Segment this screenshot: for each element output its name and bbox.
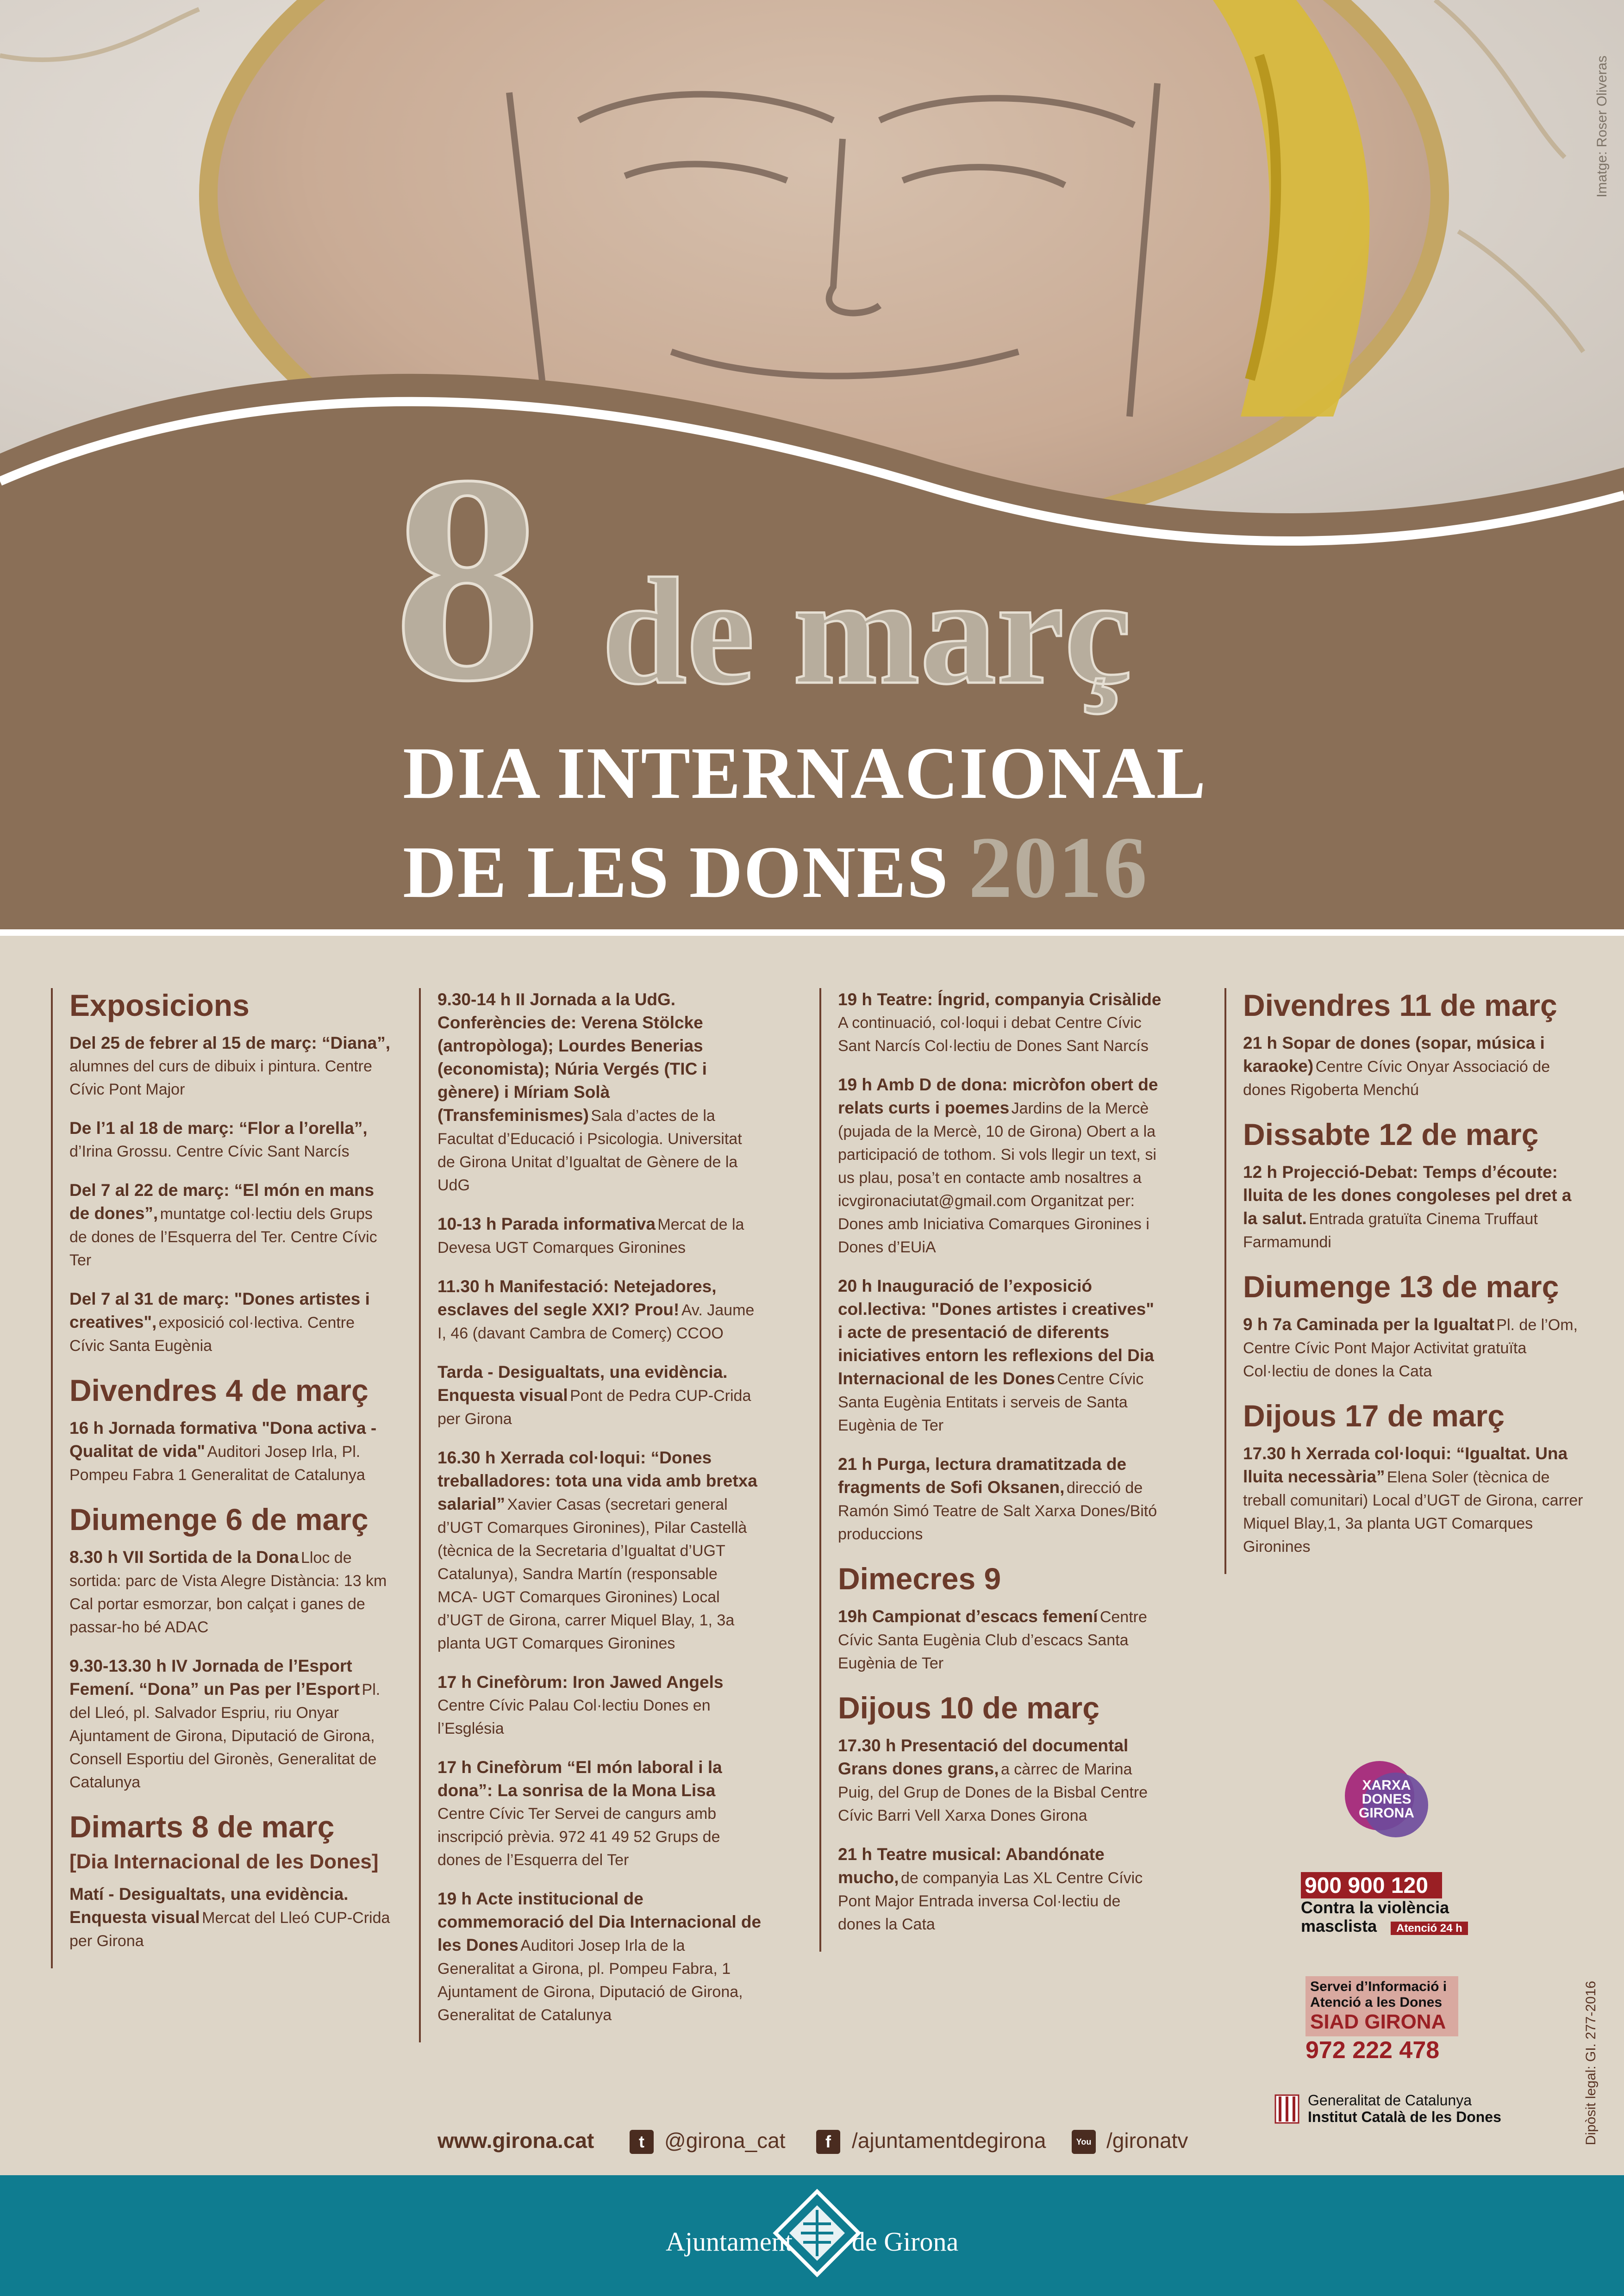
event-item xyxy=(69,1288,394,1357)
logo-word-3: GIRONA xyxy=(1359,1805,1414,1821)
footer-name-left: Ajuntament xyxy=(666,2227,793,2257)
event-details: Elena Soler (tècnica de treball comunitari) Local d’UGT de Girona, carrer Miquel Blay,1, 3a planta UGT Comarques Gironines xyxy=(1243,1468,1583,1556)
event-item xyxy=(1243,1032,1586,1101)
event-title: 8.30 h VII Sortida de la Dona xyxy=(69,1547,299,1567)
section-heading: Divendres 11 de març xyxy=(1243,988,1557,1022)
helpline-line-1: Contra la violència xyxy=(1301,1898,1449,1917)
event-item xyxy=(1243,1442,1586,1558)
section-heading: Dijous 17 de març xyxy=(1243,1398,1505,1433)
section-heading: Diumenge 13 de març xyxy=(1243,1269,1559,1304)
event-details: Centre Cívic Santa Eugènia Entitats i serveis de Santa Eugènia de Ter xyxy=(838,1370,1144,1434)
image-credit: Imatge: Roser Oliveras xyxy=(1594,56,1610,198)
section-heading: Dimarts 8 de març xyxy=(69,1809,335,1844)
event-title: 17 h Cinefòrum: Iron Jawed Angels xyxy=(437,1673,724,1692)
event-title: 19h Campionat d’escacs femení xyxy=(838,1606,1098,1626)
column-4 xyxy=(1224,988,1586,1574)
event-title: Del 7 al 31 de març: "Dones artistes i creatives", xyxy=(69,1289,370,1332)
helpline-line-2 xyxy=(1301,1917,1468,1938)
event-details: Lloc de sortida: parc de Vista Alegre Distància: 13 km Cal portar esmorzar, bon calçat i ganes de passar-ho bé ADAC xyxy=(69,1549,387,1636)
website-link[interactable]: www.girona.cat xyxy=(437,2128,594,2153)
event-item xyxy=(437,1213,762,1259)
white-divider xyxy=(0,929,1624,936)
event-title: 21 h Purga, lectura dramatitzada de fragments de Sofi Oksanen, xyxy=(838,1455,1127,1497)
gencat-line-1: Generalitat de Catalunya xyxy=(1308,2092,1472,2109)
event-title: 17.30 h Presentació del documental Grans dones grans, xyxy=(838,1736,1129,1778)
event-details: Centre Cívic Ter Servei de cangurs amb inscripció prèvia. 972 41 49 52 Grups de dones de l’Esquerra del Ter xyxy=(437,1805,720,1869)
event-item xyxy=(69,1417,394,1487)
youtube-link[interactable]: /gironatv xyxy=(1106,2128,1188,2153)
footer-name-right: de Girona xyxy=(852,2227,959,2257)
event-title: Del 25 de febrer al 15 de març: “Diana”, xyxy=(69,1033,391,1052)
event-details: muntatge col·lectiu dels Grups de dones de l’Esquerra del Ter. Centre Cívic Ter xyxy=(69,1205,377,1269)
event-details: Auditori Josep Irla, Pl. Pompeu Fabra 1 Generalitat de Catalunya xyxy=(69,1443,365,1484)
footer-bar xyxy=(0,2175,1624,2296)
event-title: 10-13 h Parada informativa xyxy=(437,1214,656,1233)
helpline-line-2-text: masclista xyxy=(1301,1916,1377,1935)
event-details: Centre Cívic Onyar Associació de dones Rigoberta Menchú xyxy=(1243,1058,1550,1099)
twitter-icon: t xyxy=(630,2130,654,2154)
event-title: 16 h Jornada formativa "Dona activa - Qualitat de vida" xyxy=(69,1418,377,1461)
event-item xyxy=(838,1605,1162,1675)
gencat-flag-icon xyxy=(1273,2093,1301,2125)
event-details: Sala d’actes de la Facultat d’Educació i Psicologia. Universitat de Girona Unitat d’Igualtat de Gènere de la UdG xyxy=(437,1107,742,1194)
event-item xyxy=(437,1446,762,1655)
title-number: 8 xyxy=(394,415,542,742)
logo-word-1: XARXA xyxy=(1362,1778,1411,1793)
event-item xyxy=(838,1453,1162,1546)
youtube-icon: You xyxy=(1072,2130,1096,2154)
title-year: 2016 xyxy=(968,819,1148,916)
logo-word-2: DONES xyxy=(1362,1792,1412,1807)
facebook-icon: f xyxy=(816,2130,840,2154)
event-title: Del 7 al 22 de març: “El món en mans de dones”, xyxy=(69,1180,375,1223)
event-details: Jardins de la Mercè (pujada de la Mercè, 10 de Girona) Obert a la participació de tothom. Si vols llegir un text, si us plau, posa’t en contacte amb nosaltres a icvgironaciutat@gmail.com Organitzat per: Dones amb Iniciativa Comarques Gironines i Dones d’EUiA xyxy=(838,1100,1156,1256)
event-item xyxy=(69,1117,394,1163)
event-details: Xavier Casas (secretari general d’UGT Comarques Gironines), Pilar Castellà (tècnica de la Secretaria d’Igualtat d’UGT Catalunya), Sandra Martín (responsable MCA- UGT Comarques Gironines) Local d’UGT de Girona, carrer Miquel Blay, 1, 3a planta UGT Comarques Gironines xyxy=(437,1496,747,1652)
gencat-line-2: Institut Català de les Dones xyxy=(1308,2109,1501,2125)
helpline-number: 900 900 120 xyxy=(1301,1872,1442,1898)
event-details: de companyia Las XL Centre Cívic Pont Major Entrada inversa Col·lectiu de dones la Cata xyxy=(838,1869,1143,1933)
event-title: 11.30 h Manifestació: Netejadores, esclaves del segle XXI? Prou! xyxy=(437,1277,717,1319)
section-heading: Dijous 10 de març xyxy=(838,1690,1099,1725)
event-details: Mercat de la Devesa UGT Comarques Gironines xyxy=(437,1216,744,1257)
siad-number: 972 222 478 xyxy=(1305,2037,1440,2064)
legal-deposit: Dipòsit legal: GI. 277-2016 xyxy=(1583,1981,1599,2146)
event-details: a càrrec de Marina Puig, del Grup de Dones de la Bisbal Centre Cívic Barri Vell Xarxa Dones Girona xyxy=(838,1760,1148,1824)
event-details: Entrada gratuïta Cinema Truffaut Farmamundi xyxy=(1243,1210,1538,1251)
event-item xyxy=(437,1671,762,1740)
event-title: 9 h 7a Caminada per la Igualtat xyxy=(1243,1314,1494,1334)
event-title: 20 h Inauguració de l’exposició col.lectiva: "Dones artistes i creatives" i acte de presentació de diferents iniciatives entorn les reflexions del Dia Internacional de les Dones xyxy=(838,1276,1154,1388)
event-title: 19 h Teatre: Íngrid, companyia Crisàlide xyxy=(838,990,1162,1009)
event-title: Tarda - Desigualtats, una evidència. Enquesta visual xyxy=(437,1363,728,1405)
event-title: 17.30 h Xerrada col·loqui: “Igualtat. Una lluita necessària” xyxy=(1243,1444,1568,1486)
event-details: Mercat del Lleó CUP-Crida per Girona xyxy=(69,1909,390,1950)
event-item xyxy=(838,988,1162,1058)
event-item xyxy=(838,1734,1162,1827)
event-details: Pl. de l’Om, Centre Cívic Pont Major Activitat gratuïta Col·lectiu de dones la Cata xyxy=(1243,1316,1578,1380)
event-item xyxy=(437,1361,762,1431)
event-title: 12 h Projecció-Debat: Temps d’écoute: lluita de les dones congoleses pel dret a la salut. xyxy=(1243,1162,1572,1228)
section-heading: Divendres 4 de març xyxy=(69,1373,369,1407)
event-item xyxy=(69,1883,394,1953)
event-details: A continuació, col·loqui i debat Centre Cívic Sant Narcís Col·lectiu de Dones Sant Narcís xyxy=(838,1014,1149,1055)
title-line-1: DIA INTERNACIONAL xyxy=(403,732,1207,814)
event-title: De l’1 al 18 de març: “Flor a l’orella”, xyxy=(69,1118,368,1138)
siad-line-2: Atenció a les Dones xyxy=(1310,1995,1443,2010)
title-line-2 xyxy=(403,819,1148,916)
event-details: d’Irina Grossu. Centre Cívic Sant Narcís xyxy=(69,1142,350,1160)
event-item xyxy=(838,1073,1162,1259)
event-item xyxy=(437,1887,762,2027)
column-2 xyxy=(419,988,762,2042)
event-item xyxy=(437,1756,762,1872)
event-details: direcció de Ramón Simó Teatre de Salt Xarxa Dones/Bitó produccions xyxy=(838,1479,1157,1543)
event-title: 16.30 h Xerrada col·loqui: “Dones treballadores: tota una vida amb bretxa salarial” xyxy=(437,1448,757,1513)
title-line-2-text: DE LES DONES xyxy=(403,831,949,913)
gencat-logo xyxy=(1273,2092,1501,2125)
event-details: Centre Cívic Santa Eugènia Club d’escacs Santa Eugènia de Ter xyxy=(838,1608,1147,1672)
siad-box xyxy=(1305,1976,1458,2036)
event-details: Av. Jaume I, 46 (davant Cambra de Comerç) CCOO xyxy=(437,1301,755,1342)
helpline-tag: Atenció 24 h xyxy=(1391,1922,1468,1935)
twitter-link[interactable]: @girona_cat xyxy=(664,2128,786,2153)
event-title: Matí - Desigualtats, una evidència. Enquesta visual xyxy=(69,1884,349,1927)
event-item xyxy=(69,1179,394,1272)
siad-logo xyxy=(1305,1976,1458,2064)
social-links xyxy=(437,2124,1456,2161)
event-item xyxy=(69,1546,394,1639)
event-item xyxy=(1243,1161,1586,1254)
event-details: Pl. del Lleó, pl. Salvador Espriu, riu Onyar Ajuntament de Girona, Diputació de Girona, Consell Esportiu del Gironès, Generalitat de Catalunya xyxy=(69,1680,381,1791)
event-details: alumnes del curs de dibuix i pintura. Centre Cívic Pont Major xyxy=(69,1057,372,1098)
facebook-link[interactable]: /ajuntamentdegirona xyxy=(852,2128,1046,2153)
section-heading: Dissabte 12 de març xyxy=(1243,1117,1539,1151)
event-title: 17 h Cinefòrum “El món laboral i la dona”: La sonrisa de la Mona Lisa xyxy=(437,1758,722,1800)
column-1 xyxy=(51,988,394,1968)
title-date: de març xyxy=(602,547,1132,716)
helpline-badge xyxy=(1301,1872,1468,1938)
event-item xyxy=(437,1275,762,1345)
event-title: 9.30-14 h II Jornada a la UdG. Conferències de: Verena Stölcke (antropòloga); Lourdes Benerias (economista); Núria Vergés (TIC i gènere) i Míriam Solà (Transfeminismes) xyxy=(437,990,707,1125)
section-subheading: [Dia Internacional de les Dones] xyxy=(69,1850,379,1873)
event-title: 21 h Teatre musical: Abandónate mucho, xyxy=(838,1844,1105,1887)
event-title: 9.30-13.30 h IV Jornada de l’Esport Femení. “Dona” un Pas per l’Esport xyxy=(69,1656,360,1699)
event-item xyxy=(1243,1313,1586,1383)
event-title: 19 h Amb D de dona: micròfon obert de relats curts i poemes xyxy=(838,1075,1158,1117)
event-title: 19 h Acte institucional de commemoració del Dia Internacional de les Dones xyxy=(437,1889,762,1954)
section-heading: Exposicions xyxy=(69,988,250,1022)
event-item xyxy=(437,988,762,1197)
event-item xyxy=(69,1032,394,1101)
event-details: Centre Cívic Palau Col·lectiu Dones en l’Església xyxy=(437,1697,711,1737)
section-heading: Diumenge 6 de març xyxy=(69,1502,369,1537)
column-3 xyxy=(819,988,1162,1952)
siad-line-1: Servei d’Informació i xyxy=(1310,1979,1447,1994)
event-item xyxy=(838,1843,1162,1936)
siad-brand: SIAD GIRONA xyxy=(1310,2010,1446,2033)
event-item xyxy=(838,1275,1162,1437)
event-details: Auditori Josep Irla de la Generalitat a Girona, pl. Pompeu Fabra, 1 Ajuntament de Girona, Diputació de Girona, Generalitat de Catalunya xyxy=(437,1937,743,2024)
section-heading: Dimecres 9 xyxy=(838,1562,1001,1596)
event-item xyxy=(69,1655,394,1794)
event-title: 21 h Sopar de dones (sopar, música i karaoke) xyxy=(1243,1033,1545,1076)
event-details: exposició col·lectiva. Centre Cívic Santa Eugènia xyxy=(69,1313,355,1355)
event-details: Pont de Pedra CUP-Crida per Girona xyxy=(437,1387,751,1428)
xarxa-dones-logo xyxy=(1343,1756,1430,1844)
